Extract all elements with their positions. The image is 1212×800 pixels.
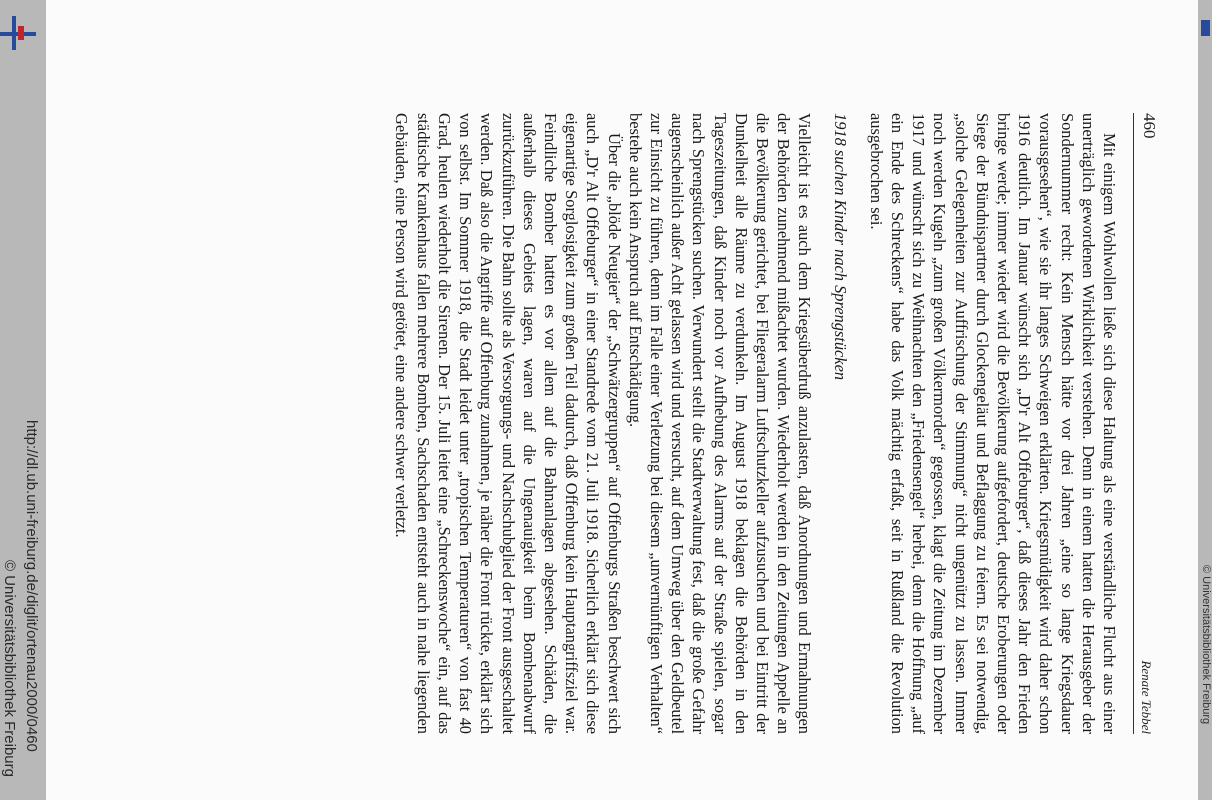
scanned-page — [46, 0, 1198, 800]
header-rule — [1133, 113, 1134, 734]
rotated-page-content — [46, 0, 1198, 800]
paragraph-1: Mit einigem Wohlwollen ließe sich diese Haltung als eine verständliche Flucht aus einer unerträglich gewordenen Wirklichkeit verstehen. Denn in einem hatten die Herausgeber der Sondernummer recht: Kein Mensch hätte vor drei Jahren „eine so lange Kriegsdauer vorausgesehen“, wie sie ihr langes Schweigen erklärten. Kriegsmüdigkeit wird daher schon 1916 deutlich. Im Januar wünscht sich „D'r Alt Offeburger“, daß dieses Jahr den Frieden bringe werde; immer wieder wird die Bevölkerung aufgefordert, deutsche Eroberungen oder Siege der Bündnispartner durch Glockengeläut und Beflaggung zu feiern. Es sei notwendig, „solche Gelegenheiten zur Auffrischung der Stimmung“ nicht ungenützt zu lassen. Immer noch werden Kugeln „zum großen Völkermorden“ gegossen, klagt die Zeitung im Dezember 1917 und wünscht sich zu Weihnachten den „Friedensengel“ herbei, denn die Hoffnung „auf ein Ende des Schreckens“ habe das Volk mächtig erfaßt, seit in Rußland die Revolution ausgebrochen sei. — [866, 113, 1119, 734]
source-url[interactable]: http://dl.ub.uni-freiburg.de/diglit/ortenau2000/0460 — [23, 420, 40, 752]
page-body — [391, 113, 1120, 734]
page-number: 460 — [1140, 113, 1159, 139]
source-footer — [0, 0, 46, 800]
paragraph-2: Vielleicht ist es auch dem Kriegsüberdruß anzulasten, daß Anordnungen und Ermahnungen der Behörden zunehmend mißachtet wurden. Wiederholt werden in den Zeitungen Appelle an die Bevölkerung gerichtet, bei Fliegeralarm Luftschutzkeller aufzusuchen und bei Eintritt der Dunkelheit alle Räume zu verdunkeln. Im August 1918 beklagen die Behörden in den Tageszeitungen, daß Kinder noch vor Aufhebung des Alarms auf der Straße spielen, sogar nach Sprengstücken suchen. Verwundert stellt die Stadtverwaltung fest, daß die große Gefahr augenscheinlich außer Acht gelassen wird und versucht, auf dem Umweg über den Geldbeutel zur Einsicht zu führen, denn im Falle einer Verletzung bei diesem „unvernünftigen Verhalten“ bestehe auch kein Anspruch auf Entschädigung. — [625, 113, 815, 734]
copyright-notice: © Universitätsbibliothek Freiburg — [1, 560, 18, 777]
running-header-author: Renate Tebbel — [1139, 660, 1154, 734]
section-heading: 1918 suchen Kinder nach Sprengstücken — [830, 113, 850, 381]
right-margin-copyright: © Universitätsbibliothek Freiburg — [1200, 565, 1212, 725]
paragraph-3: Über die „blöde Neugier“ der „Schwätzergruppen“ auf Offenburgs Straßen beschwert sich auch „D'r Alt Offeburger“ in einer Standrede vom 21. Juli 1918. Sicherlich erklärt sich diese eigenartige Sorglosigkeit zum großen Teil dadurch, daß Offenburg kein Hauptangriffsziel war. Feindliche Bomber hatten es vor allem auf die Bahnanlagen abgesehen. Schäden, die außerhalb dieses Gebiets lagen, waren auf die Ungenauigkeit beim Bombenabwurf zurückzuführen. Die Bahn sollte als Versorgungs- und Nachschubglied der Front ausgeschaltet werden. Daß also die Angriffe auf Offenburg zunahmen, je näher die Front rückte, erklärt sich von selbst. Im Sommer 1918, die Stadt leidet unter „tropischen Temperaturen“ von fast 40 Grad, heulen wiederholt die Sirenen. Der 15. Juli leitet eine „Schreckenswoche“ ein, auf das städtische Krankenhaus fallen mehrere Bomben, Sachschaden entsteht auch in nahe liegenden Gebäuden, eine Person wird getötet, eine andere schwer verletzt. — [392, 113, 624, 734]
